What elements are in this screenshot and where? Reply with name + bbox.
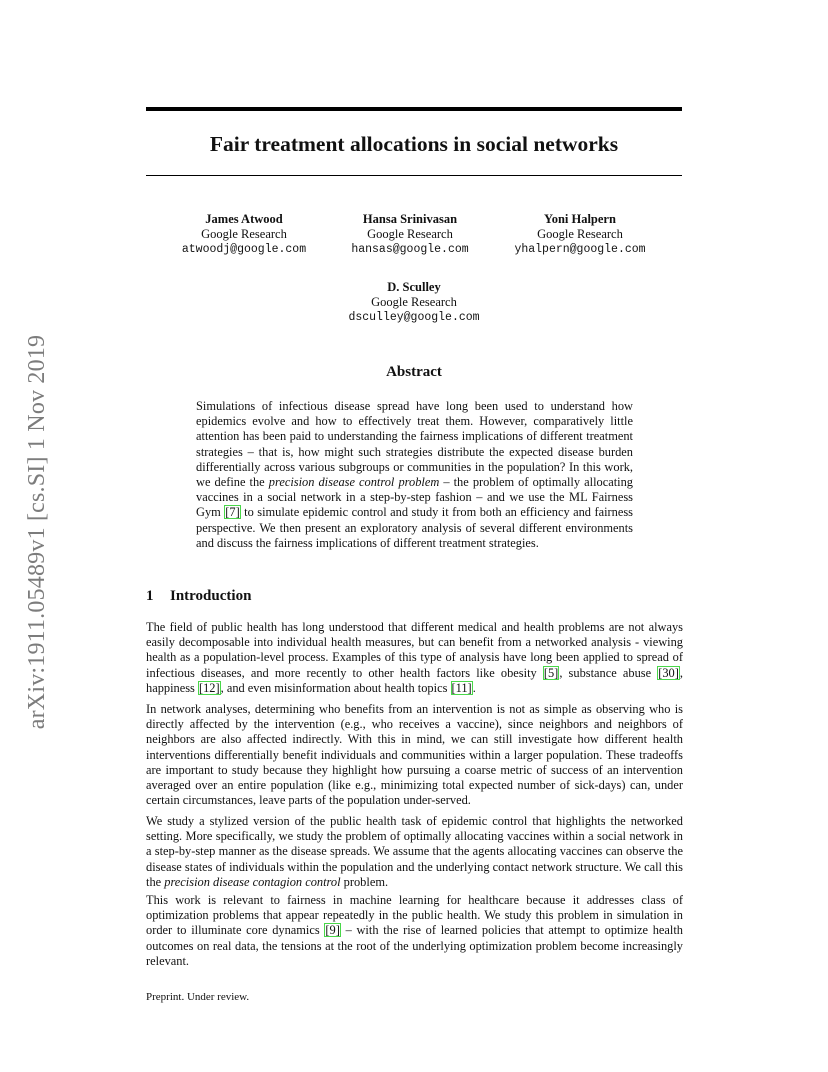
author-block <box>170 212 318 257</box>
paragraph <box>146 620 683 696</box>
paragraph-text: This work is relevant to fairness in machine learning for healthcare because it addresses class of optimization problems that appear repeatedly in the public health. We study this problem in simulation in order to illuminate core dynamics <box>146 893 683 938</box>
footer-note: Preprint. Under review. <box>146 991 250 1003</box>
paragraph-text: The field of public health has long understood that different medical and health problems are not always easily decomposable into individual health measures, but can benefit from a networked analysis - viewing health as a population-level process. Examples of this type of analysis have long been applied to spread of infectious diseases, and more recently to other health factors like obesity <box>146 620 683 680</box>
paragraph-text: , substance abuse <box>559 665 658 680</box>
paragraph-text: – with the rise of learned policies that attempt to optimize health outcomes on real data, the tensions at the root of the underlying optimization problem become increasingly relevant. <box>146 923 683 968</box>
paragraph <box>146 814 683 890</box>
citation-link[interactable]: [11] <box>451 680 472 695</box>
author-affiliation: Google Research <box>371 295 457 309</box>
paragraph-text: We study a stylized version of the public health task of epidemic control that highlights the networked setting. More specifically, we study the problem of optimally allocating vaccines within a social network in a step-by-step manner as the disease spreads. We assume that the agents allocating vaccines can observe the disease states of individuals within the population and the underlying contact network structure. We call this the <box>146 814 683 889</box>
abstract-heading: Abstract <box>386 364 442 380</box>
author-affiliation: Google Research <box>201 227 287 241</box>
author-name: Yoni Halpern <box>544 212 616 226</box>
author-name: D. Sculley <box>387 280 441 294</box>
citation-link[interactable]: [9] <box>325 923 340 938</box>
author-email: dsculley@google.com <box>348 311 480 324</box>
abstract-text-segment: – the problem of optimally allocating vaccines in a social network in a step-by-step fashion – and we use the ML Fairness Gym <box>196 475 633 520</box>
paragraph-text: . <box>472 680 476 695</box>
section-number: 1 <box>146 588 154 604</box>
paragraph-text: , happiness <box>146 665 683 695</box>
title-bottom-rule <box>146 175 682 176</box>
paragraph-text: problem. <box>340 874 389 889</box>
section-title: Introduction <box>170 588 252 604</box>
author-block <box>336 280 492 325</box>
paper-title: Fair treatment allocations in social networks <box>209 132 619 156</box>
citation-link[interactable]: [7] <box>225 505 240 520</box>
paragraph: In network analyses, determining who benefits from an intervention is not as simple as observing who is directly affected by the intervention (e.g., who receives a vaccine), since neighbors and neighbors of neighbors are also affected indirectly. With this in mind, we can still investigate how different health interventions differentially benefit individuals and communities within a larger population. These tradeoffs are important to study because they highlight how pursuing a coarse metric of success of an intervention averaged over an entire population (like e.g., minimizing total expected number of sick-days) can, under certain circumstances, leave parts of the population under-served. <box>146 702 683 808</box>
author-affiliation: Google Research <box>367 227 453 241</box>
author-email: yhalpern@google.com <box>514 243 646 256</box>
author-email: atwoodj@google.com <box>181 243 307 256</box>
abstract-text <box>196 399 633 551</box>
citation-link[interactable]: [30] <box>658 665 679 680</box>
arxiv-identifier: arXiv:1911.05489v1 [cs.SI] 1 Nov 2019 <box>24 334 50 730</box>
section-heading <box>146 586 251 606</box>
author-name: Hansa Srinivasan <box>362 212 458 226</box>
author-block <box>504 212 656 257</box>
paragraph <box>146 893 683 969</box>
abstract-emphasis: precision disease control problem <box>268 475 440 490</box>
paragraph-text: , and even misinformation about health topics <box>220 680 451 695</box>
paragraph-emphasis: precision disease contagion control <box>164 874 341 889</box>
citation-link[interactable]: [12] <box>198 680 220 695</box>
abstract-text-segment: to simulate epidemic control and study it from both an efficiency and fairness perspective. We then present an exploratory analysis of several different environments and discuss the fairness implications of different treatment strategies. <box>196 505 633 550</box>
citation-link[interactable]: [5] <box>543 665 559 680</box>
author-block <box>336 212 484 257</box>
author-email: hansas@google.com <box>351 243 469 256</box>
title-top-rule <box>146 107 682 111</box>
abstract-text-segment: Simulations of infectious disease spread have long been used to understand how epidemics evolve and how to effectively treat them. However, comparatively little attention has been paid to understanding the fairness implications of different treatment strategies – that is, how might such strategies distribute the expected disease burden differentially across various subgroups or communities in the population? In this work, we define the <box>196 399 633 490</box>
author-name: James Atwood <box>205 212 283 226</box>
author-affiliation: Google Research <box>537 227 623 241</box>
